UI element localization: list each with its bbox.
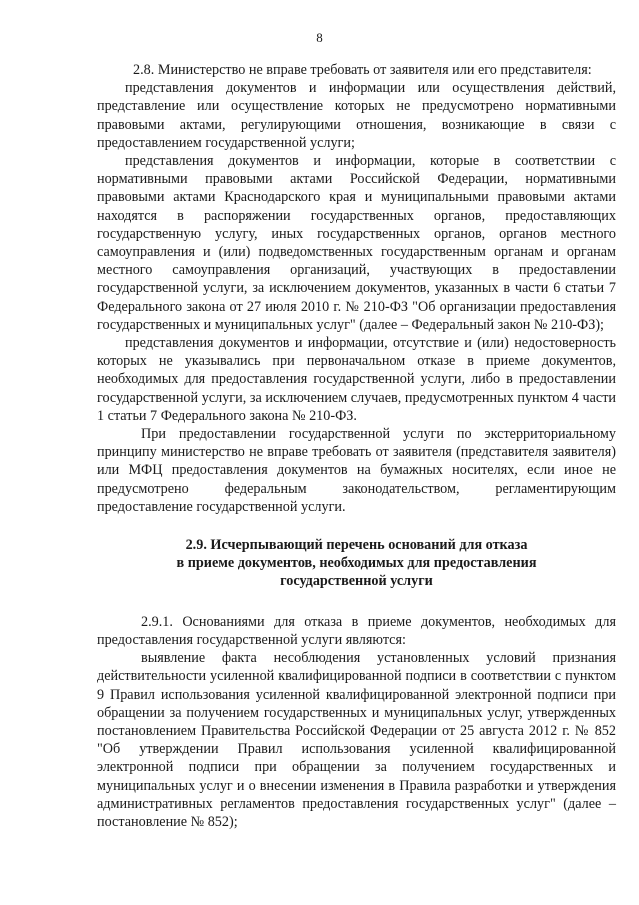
- section-2-9-1-paragraph: 2.9.1. Основаниями для отказа в приеме документов, необходимых для предоставления государственной услуги являются:: [97, 613, 616, 648]
- page-number: 8: [316, 30, 323, 45]
- section-2-8-extraterritorial: При предоставлении государственной услуги по экстерриториальному принципу министерство не вправе требовать от заявителя (представителя заявителя) или МФЦ предоставления документов на бумажных носителях, если иное не предусмотрено федеральным законодательством, регламентирующим предоставление государственной услуги.: [97, 426, 616, 515]
- section-2-9-heading: [97, 536, 616, 591]
- section-2-8-item-2: представления документов и информации, которые в соответствии с нормативными правовыми актами Российской Федерации, нормативными правовыми актами Краснодарского края и муниципальными правовыми актами находятся в распоряжении государственных органов, предоставляющих государственную услугу, иных государственных органов, органов местного самоуправления и (или) подведомственных государственным органам и органам местного самоуправления организаций, участвующих в предоставлении государственной услуги, за исключением документов, указанных в части 6 статьи 7 Федерального закона от 27 июля 2010 г. № 210-ФЗ "Об организации предоставления государственных и муниципальных услуг" (далее – Федеральный закон № 210-ФЗ);: [97, 153, 616, 333]
- heading-line-3: государственной услуги: [280, 573, 433, 590]
- section-2-8-item-1: представления документов и информации или осуществления действий, представление или осуществление которых не предусмотрено нормативными правовыми актами, регулирующими отношения, возникающие в связи с предоставлением государственной услуги;: [97, 80, 616, 151]
- section-2-8-item-3: представления документов и информации, отсутствие и (или) недостоверность которых не указывались при первоначальном отказе в приеме документов, необходимых для предоставления государственной услуги, либо в предоставлении государственной услуги, за исключением случаев, предусмотренных пунктом 4 части 1 статьи 7 Федерального закона № 210-ФЗ.: [97, 335, 616, 424]
- section-2-9-1-item-1: выявление факта несоблюдения установленных условий признания действительности усиленной квалифицированной подписи в соответствии с пунктом 9 Правил использования усиленной квалифицированной электронной подписи при обращении за получением государственных и муниципальных услуг, утвержденных постановлением Правительства Российской Федерации от 25 августа 2012 г. № 852 "Об утверждении Правил использования усиленной квалифицированной электронной подписи при обращении за получением государственных и муниципальных услуг и о внесении изменения в Правила разработки и утверждения административных регламентов предоставления государственных услуг" (далее – постановление № 852);: [97, 650, 616, 830]
- section-2-8-intro: 2.8. Министерство не вправе требовать от заявителя или его представителя:: [133, 62, 592, 78]
- heading-line-1: 2.9. Исчерпывающий перечень оснований для отказа: [185, 537, 528, 554]
- heading-line-2: в приеме документов, необходимых для предоставления: [176, 555, 537, 572]
- document-body: [97, 61, 616, 831]
